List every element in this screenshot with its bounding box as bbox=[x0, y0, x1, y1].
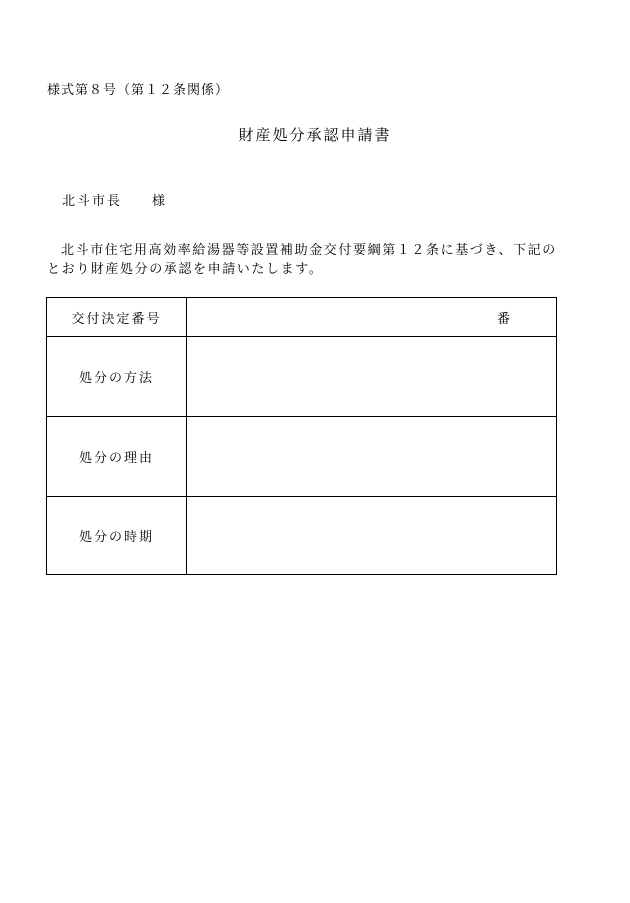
table-row-grant-decision-number bbox=[47, 298, 557, 337]
disposal-method-field[interactable] bbox=[187, 337, 557, 417]
grant-decision-number-field[interactable] bbox=[187, 298, 557, 337]
addressee-name: 北斗市長 bbox=[62, 194, 123, 209]
table-row-disposal-reason bbox=[47, 417, 557, 497]
form-number: 様式第８号（第１２条関係） bbox=[47, 83, 230, 98]
statement-line-2: とおり財産処分の承認を申請いたします。 bbox=[47, 262, 324, 277]
addressee bbox=[62, 190, 167, 209]
statement-line-1: 北斗市住宅用高効率給湯器等設置補助金交付要綱第１２条に基づき、下記の bbox=[61, 243, 557, 258]
table-row-disposal-timing bbox=[47, 497, 557, 575]
disposal-method-label: 処分の方法 bbox=[47, 337, 187, 417]
addressee-honorific: 様 bbox=[152, 194, 168, 209]
disposal-timing-label: 処分の時期 bbox=[47, 497, 187, 575]
disposal-reason-label: 処分の理由 bbox=[47, 417, 187, 497]
document-title bbox=[0, 124, 630, 145]
application-form-table bbox=[46, 297, 557, 575]
disposal-reason-field[interactable] bbox=[187, 417, 557, 497]
table-row-disposal-method bbox=[47, 337, 557, 417]
number-suffix: 番 bbox=[496, 311, 512, 327]
disposal-timing-field[interactable] bbox=[187, 497, 557, 575]
grant-decision-number-label: 交付決定番号 bbox=[47, 298, 187, 337]
application-statement bbox=[47, 241, 577, 279]
document-title-text: 財産処分承認申請書 bbox=[238, 126, 392, 144]
